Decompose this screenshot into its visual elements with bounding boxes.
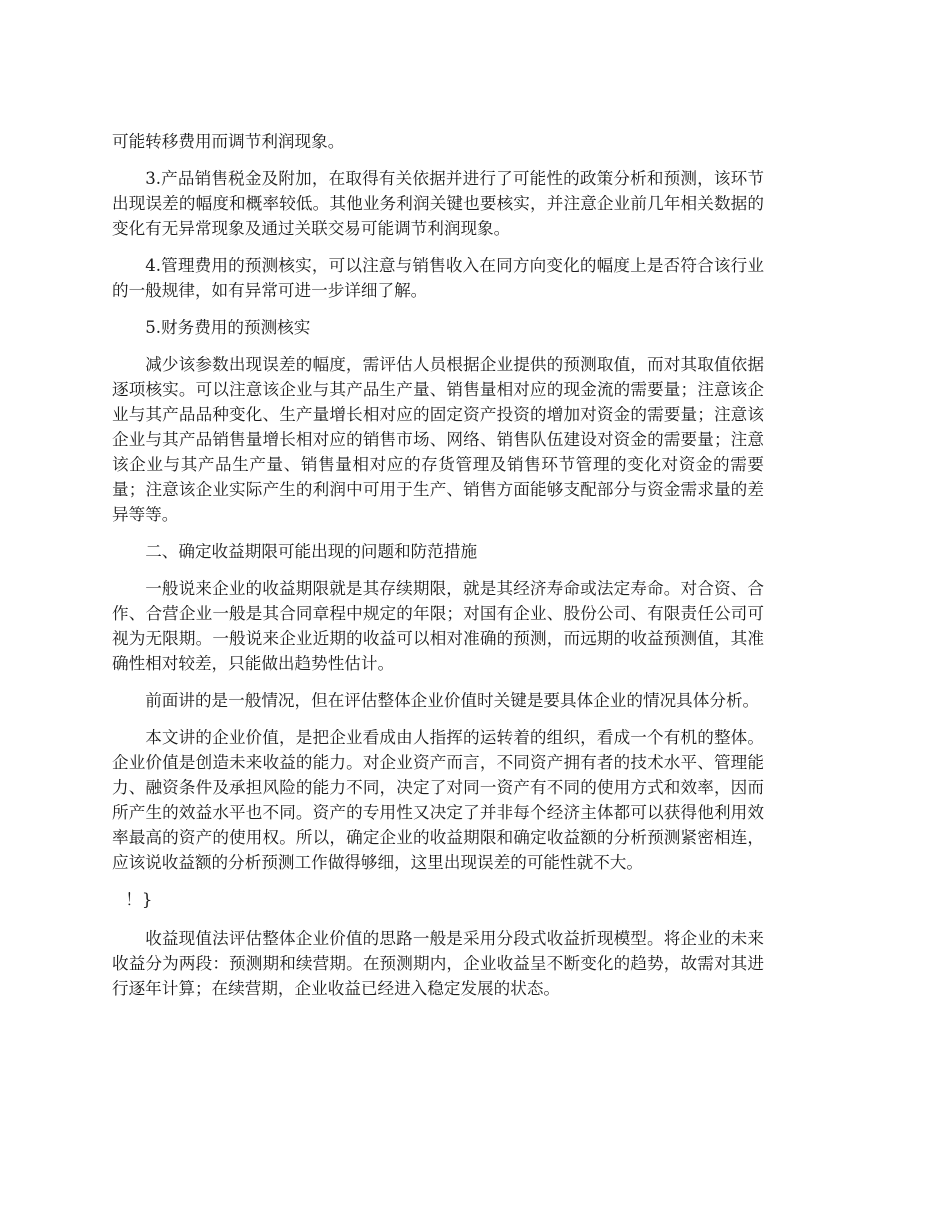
- paragraph-error-reduction: 减少该参数出现误差的幅度，需评估人员根据企业提供的预测取值，而对其取值依据逐项核实。可以注意该企业与其产品生产量、销售量相对应的现金流的需要量；注意该企业与其产品品种变化、生产量增长相对应的固定资产投资的增加对资金的需要量；注意该企业与其产品销售量增长相对应的销售市场、网络、销售队伍建设对资金的需要量；注意该企业与其产品生产量、销售量相对应的存货管理及销售环节管理的变化对资金的需要量；注意该企业实际产生的利润中可用于生产、销售方面能够支配部分与资金需求量的差异等等。: [112, 355, 764, 524]
- paragraph-item-5-heading: 5.财务费用的预测核实: [145, 318, 311, 337]
- document-body: [112, 129, 764, 1013]
- paragraph-income-method: 收益现值法评估整体企业价值的思路一般是采用分段式收益折现模型。将企业的未来收益分为两段：预测期和续营期。在预测期内，企业收益呈不断变化的趋势，故需对其进行逐年计算；在续营期，企业收益已经进入稳定发展的状态。: [112, 929, 764, 998]
- paragraph-income-period: 一般说来企业的收益期限就是其存续期限，就是其经济寿命或法定寿命。对合资、合作、合营企业一般是其合同章程中规定的年限；对国有企业、股份公司、有限责任公司可视为无限期。一般说来企业近期的收益可以相对准确的预测，而远期的收益预测值，其准确性相对较差，只能做出趋势性估计。: [112, 579, 764, 673]
- paragraph-item-4: 4.管理费用的预测核实，可以注意与销售收入在同方向变化的幅度上是否符合该行业的一般规律，如有异常可进一步详细了解。: [112, 256, 764, 300]
- section-heading-2: 二、确定收益期限可能出现的问题和防范措施: [145, 542, 478, 561]
- paragraph-general-case: 前面讲的是一般情况，但在评估整体企业价值时关键是要具体企业的情况具体分析。: [145, 691, 760, 710]
- paragraph-item-3: 3.产品销售税金及附加，在取得有关依据并进行了可能性的政策分析和预测，该环节出现误差的幅度和概率较低。其他业务利润关键也要核实，并注意企业前几年相关数据的变化有无异常现象及通过关联交易可能调节利润现象。: [112, 169, 764, 238]
- stray-mark: ！}: [125, 890, 153, 909]
- paragraph-continuation: 可能转移费用而调节利润现象。: [112, 132, 345, 151]
- paragraph-enterprise-value: 本文讲的企业价值，是把企业看成由人指挥的运转着的组织，看成一个有机的整体。企业价值是创造未来收益的能力。对企业资产而言，不同资产拥有者的技术水平、管理能力、融资条件及承担风险的能力不同，决定了对同一资产有不同的使用方式和效率，因而所产生的效益水平也不同。资产的专用性又决定了并非每个经济主体都可以获得他利用效率最高的资产的使用权。所以，确定企业的收益期限和确定收益额的分析预测紧密相连，应该说收益额的分析预测工作做得够细，这里出现误差的可能性就不大。: [112, 728, 764, 872]
